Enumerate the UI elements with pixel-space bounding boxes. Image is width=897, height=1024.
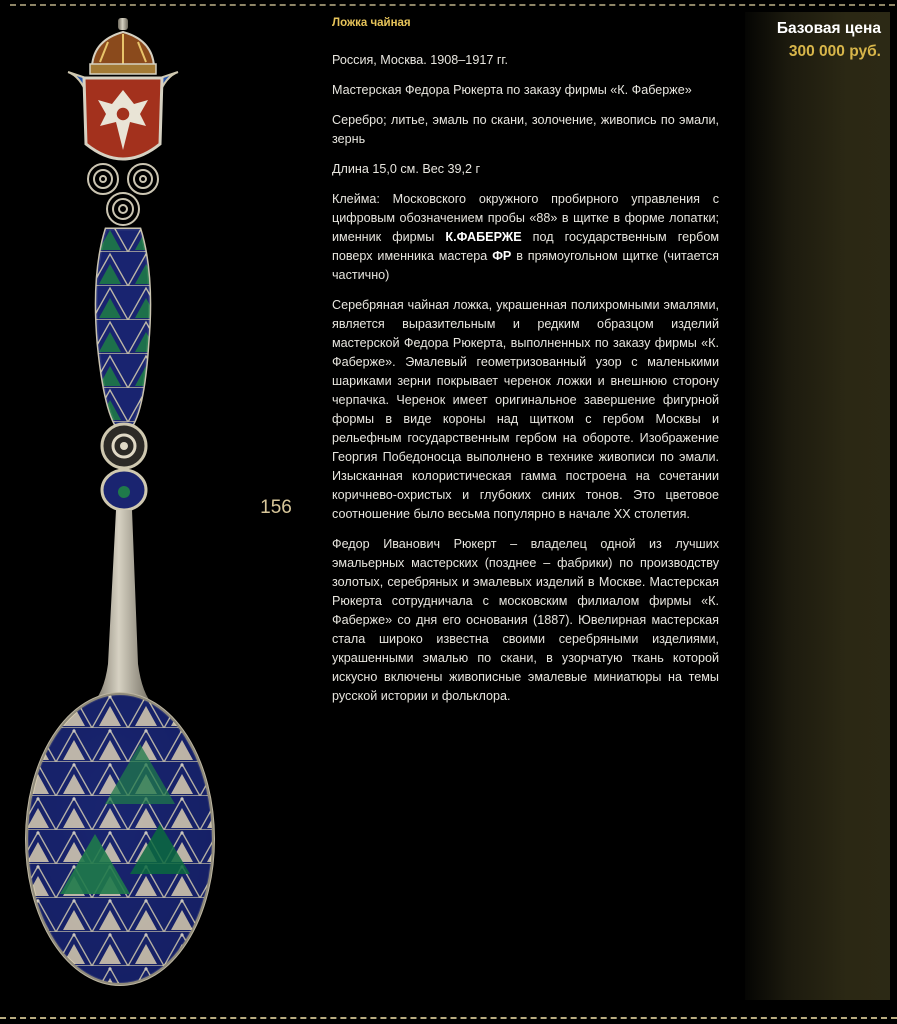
lot-description bbox=[332, 14, 719, 717]
item-marks bbox=[332, 190, 719, 285]
enamel-bowl bbox=[20, 694, 230, 994]
item-origin: Россия, Москва. 1908–1917 гг. bbox=[332, 53, 508, 67]
spoon-photo bbox=[20, 14, 230, 994]
marks-text-3: в прямоугольном щитке (читается частично) bbox=[332, 249, 719, 282]
base-price-value: 300 000 руб. bbox=[788, 43, 881, 60]
filigree-coils bbox=[88, 164, 158, 225]
spoon-stem bbox=[90, 510, 154, 706]
marks-text-1: Клейма: Московского окружного пробирного управления с цифровым обозначением пробы «88» в щитке в форме лопатки; именник фирмы bbox=[332, 192, 719, 244]
item-materials: Серебро; литье, эмаль по скани, золочение, живопись по эмали, зернь bbox=[332, 113, 719, 146]
enamel-handle bbox=[80, 224, 170, 434]
base-price-label: Базовая цена bbox=[776, 20, 881, 37]
rosette-knot bbox=[102, 424, 146, 510]
item-description: Серебряная чайная ложка, украшенная полихромными эмалями, является выразительным и редким образцом изделий мастерской Федора Рюкерта, выполненных по заказу фирмы «К. Фаберже». Эмалевый геометризованный узор с маленькими шариками зерни покрывает черенок ложки и внешнюю сторону черпачка. Черенок имеет оригинальное завершение фигурной формы в виде короны над щитком с гербом Москвы и рельефным государственным гербом на обороте. Изображение Георгия Победоносца выполнено в технике живописи по эмали. Изысканная колористическая гамма построена на сочетании коричнево-охристых и глубоких синих тонов. Это цветовое соотношение было весьма популярно в начале XX столетия. bbox=[332, 298, 719, 521]
item-maker: Мастерская Федора Рюкерта по заказу фирмы «К. Фаберже» bbox=[332, 83, 692, 97]
item-history: Федор Иванович Рюкерт – владелец одной из лучших эмальерных мастерских (позднее – фабрики) по производству золотых, серебряных и эмалевых изделий в Москве. Мастерская Рюкерта сотрудничала с московским филиалом фирмы «К. Фаберже» со дня его основания (1887). Ювелирная мастерская стала широко известна своими серебряными изделиями, украшенными эмалью по скани, в узорчатую ткань которой искусно включены живописные эмалевые миниатюры на темы русской истории и фольклора. bbox=[332, 537, 719, 703]
item-title: Ложка чайная bbox=[332, 17, 411, 29]
bottom-divider bbox=[0, 1017, 897, 1019]
lot-number: 156 bbox=[260, 497, 292, 518]
marks-text-2: под государственным гербом поверх именника мастера bbox=[332, 230, 719, 263]
marks-master: ФР bbox=[492, 249, 512, 263]
item-dimensions: Длина 15,0 см. Вес 39,2 г bbox=[332, 162, 481, 176]
top-divider bbox=[10, 4, 895, 6]
price-panel bbox=[745, 12, 890, 1000]
marks-brand: К.ФАБЕРЖЕ bbox=[445, 230, 522, 244]
coat-of-arms-shield bbox=[84, 78, 162, 159]
